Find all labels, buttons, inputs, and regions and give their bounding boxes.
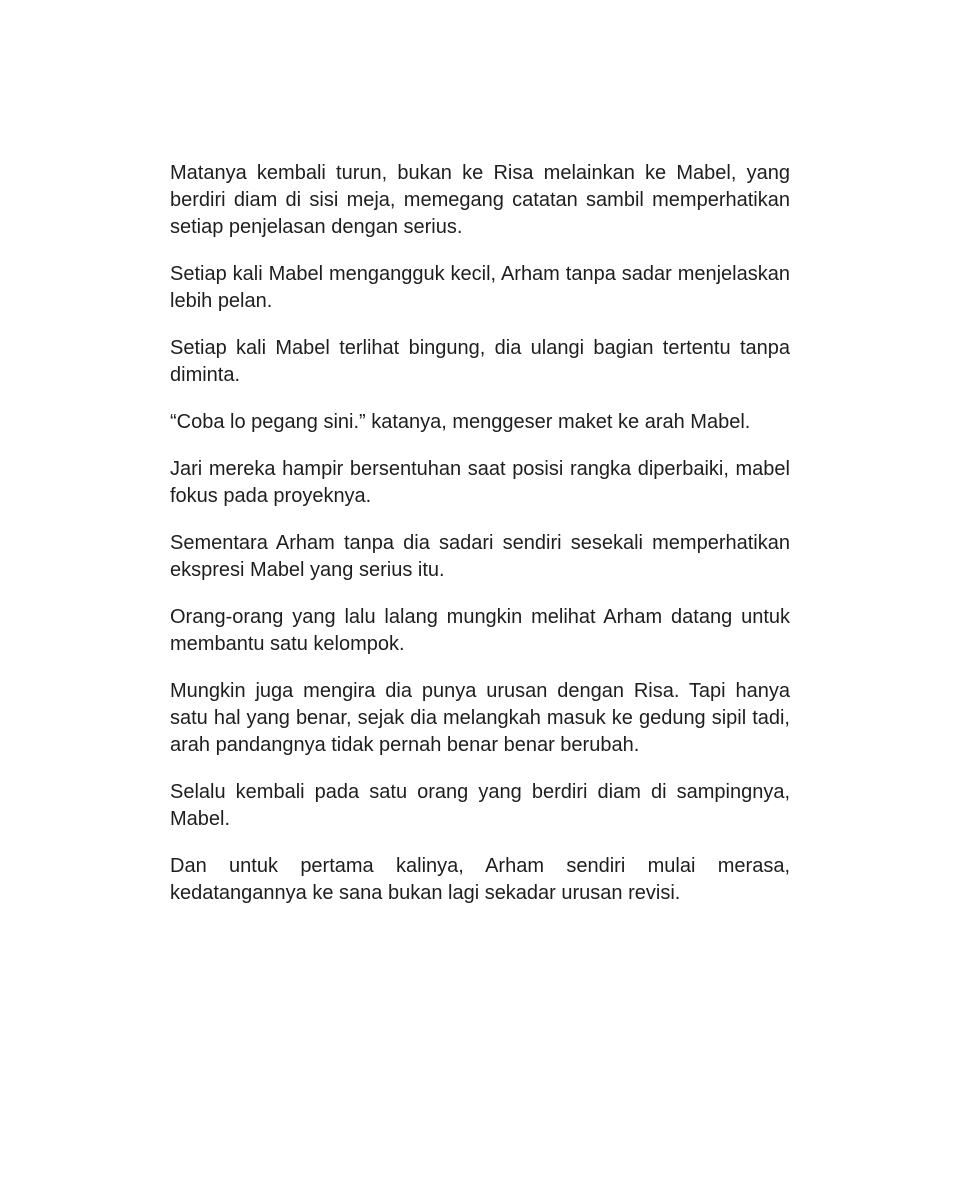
paragraph-2: Setiap kali Mabel mengangguk kecil, Arham tanpa sadar menjelaskan lebih pelan. — [170, 263, 790, 312]
paragraph-8: Mungkin juga mengira dia punya urusan dengan Risa. Tapi hanya satu hal yang benar, sejak dia melangkah masuk ke gedung sipil tadi, arah pandangnya tidak pernah benar benar berubah. — [170, 680, 790, 756]
story-text — [170, 160, 790, 927]
paragraph-10: Dan untuk pertama kalinya, Arham sendiri mulai merasa, kedatangannya ke sana bukan lagi sekadar urusan revisi. — [170, 855, 790, 904]
paragraph-4: “Coba lo pegang sini.” katanya, menggeser maket ke arah Mabel. — [170, 411, 751, 433]
paragraph-7: Orang-orang yang lalu lalang mungkin melihat Arham datang untuk membantu satu kelompok. — [170, 606, 790, 655]
paragraph-5: Jari mereka hampir bersentuhan saat posisi rangka diperbaiki, mabel fokus pada proyeknya. — [170, 458, 790, 507]
paragraph-9: Selalu kembali pada satu orang yang berdiri diam di sampingnya, Mabel. — [170, 781, 790, 830]
paragraph-1: Matanya kembali turun, bukan ke Risa melainkan ke Mabel, yang berdiri diam di sisi meja, memegang catatan sambil memperhatikan setiap penjelasan dengan serius. — [170, 162, 790, 238]
paragraph-6: Sementara Arham tanpa dia sadari sendiri sesekali memperhatikan ekspresi Mabel yang serius itu. — [170, 532, 790, 581]
paragraph-3: Setiap kali Mabel terlihat bingung, dia ulangi bagian tertentu tanpa diminta. — [170, 337, 790, 386]
